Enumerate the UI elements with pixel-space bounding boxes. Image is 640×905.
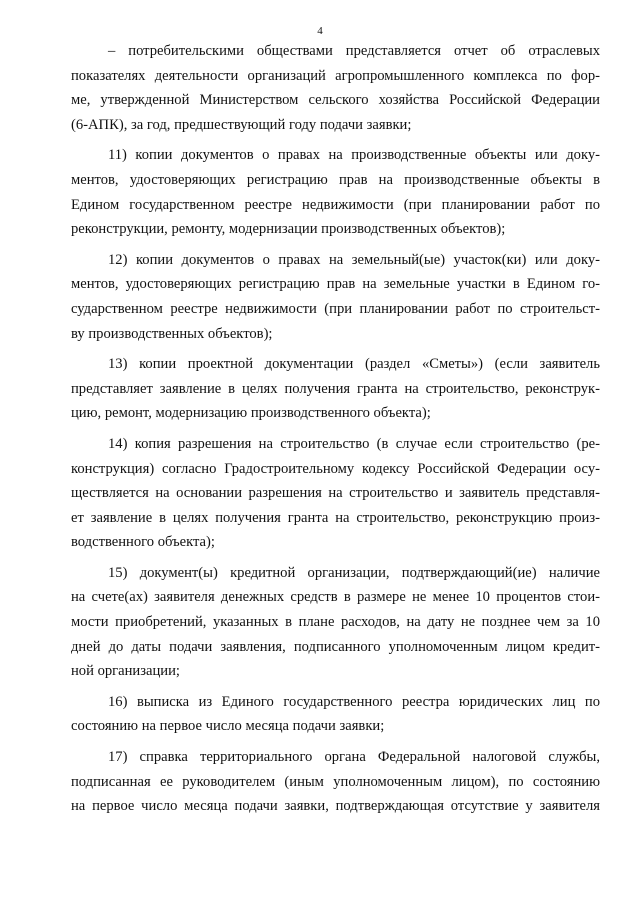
text-line: 11) копии документов о правах на производственные объекты или доку- xyxy=(108,147,600,164)
text-line: (6-АПК), за год, предшествующий году подачи заявки; xyxy=(71,116,412,133)
page-number: 4 xyxy=(317,25,323,37)
text-line: цию, ремонт, модернизацию производственного объекта); xyxy=(71,405,431,422)
text-line: ществляется на основании разрешения на строительство и заявитель представля- xyxy=(71,485,600,502)
text-line: водственного объекта); xyxy=(71,534,215,551)
text-line: 13) копии проектной документации (раздел «Сметы») (если заявитель xyxy=(108,356,600,373)
paragraph-item-17 xyxy=(71,745,600,819)
paragraph-item-15 xyxy=(71,561,600,684)
paragraph-item-12 xyxy=(71,248,600,346)
paragraph-item-16 xyxy=(71,690,600,739)
text-line: ме, утвержденной Министерством сельского хозяйства Российской Федерации xyxy=(71,92,600,109)
text-line: 16) выписка из Единого государственного реестра юридических лиц по xyxy=(108,693,600,710)
text-line: ной организации; xyxy=(71,663,180,680)
text-line: 17) справка территориального органа Федеральной налоговой службы, xyxy=(108,749,600,766)
text-line: представляет заявление в целях получения гранта на строительство, реконструк- xyxy=(71,380,600,397)
text-line: ментов, удостоверяющих регистрацию прав на земельные участки в Едином го- xyxy=(71,276,600,293)
text-line: на счете(ах) заявителя денежных средств в размере не менее 10 процентов стои- xyxy=(71,589,600,606)
text-line: конструкция) согласно Градостроительному кодексу Российской Федерации осу- xyxy=(71,460,600,477)
text-line: – потребительскими обществами представляется отчет об отраслевых xyxy=(108,43,600,59)
document-body xyxy=(71,39,600,819)
text-line: 14) копия разрешения на строительство (в случае если строительство (ре- xyxy=(108,435,600,452)
text-line: сударственном реестре недвижимости (при планировании работ по строительст- xyxy=(71,300,600,317)
text-line: ет заявление в целях получения гранта на строительство, реконструкцию произ- xyxy=(71,509,600,526)
text-line: состоянию на первое число месяца подачи заявки; xyxy=(71,718,385,735)
text-line: 12) копии документов о правах на земельный(ые) участок(ки) или доку- xyxy=(108,251,600,268)
text-line: дней до даты подачи заявления, подписанного уполномоченным лицом кредит- xyxy=(71,638,600,655)
paragraph-item-14 xyxy=(71,432,600,555)
text-line: реконструкции, ремонту, модернизации производственных объектов); xyxy=(71,221,506,238)
text-line: на первое число месяца подачи заявки, подтверждающая отсутствие у заявителя xyxy=(71,798,600,815)
paragraph-item-13 xyxy=(71,352,600,426)
text-line: ментов, удостоверяющих регистрацию прав на производственные объекты в xyxy=(71,171,600,188)
text-line: мости приобретений, указанных в плане расходов, на дату не позднее чем за 10 xyxy=(71,614,600,631)
text-line: ву производственных объектов); xyxy=(71,325,273,342)
paragraph-consumer-societies xyxy=(71,39,600,137)
text-line: показателях деятельности организаций агропромышленного комплекса по фор- xyxy=(71,67,600,84)
text-line: Едином государственном реестре недвижимости (при планировании работ по xyxy=(71,196,600,213)
text-line: подписанная ее руководителем (иным уполномоченным лицом), по состоянию xyxy=(71,773,600,790)
text-line: 15) документ(ы) кредитной организации, подтверждающий(ие) наличие xyxy=(108,564,600,581)
paragraph-item-11 xyxy=(71,143,600,241)
